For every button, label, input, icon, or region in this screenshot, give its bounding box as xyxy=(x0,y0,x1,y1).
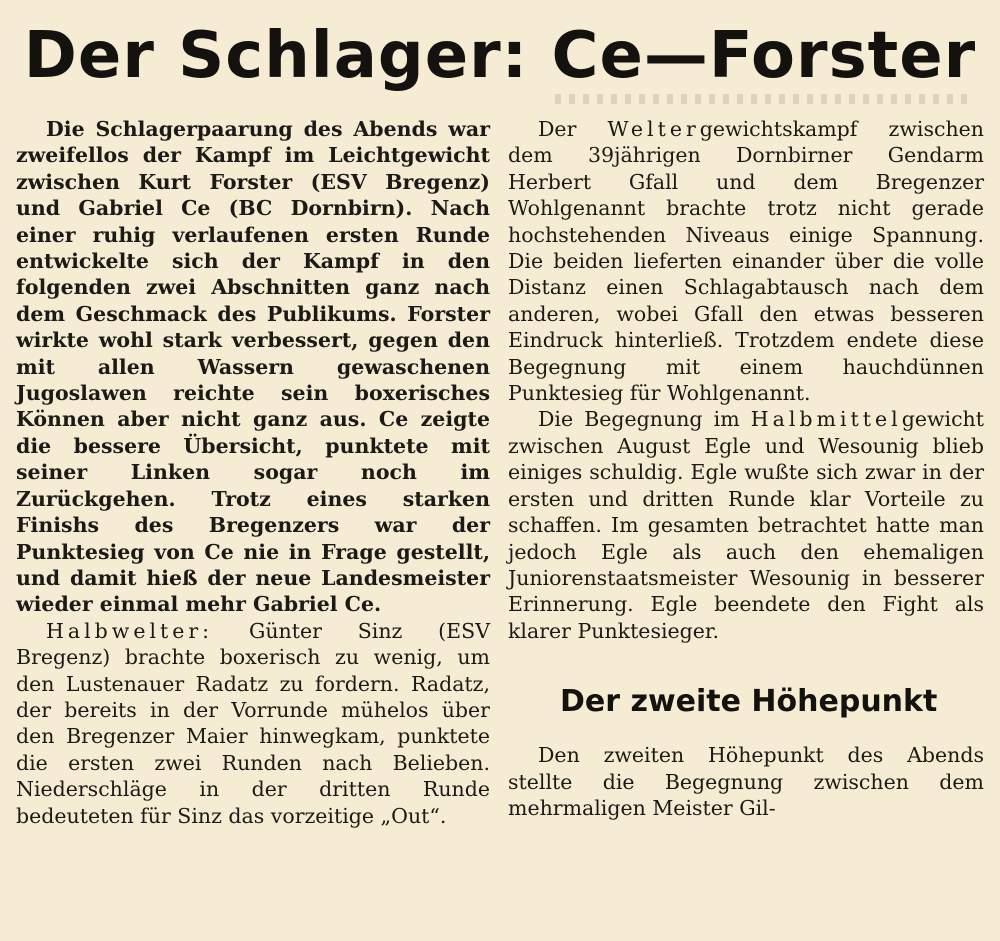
right-paragraph-2 xyxy=(508,406,984,644)
left-paragraph-1: Die Schlagerpaarung des Abends war zweifellos der Kampf im Leichtgewicht zwischen Kurt Forster (ESV Bregenz) und Gabriel Ce (BC Dornbirn). Nach einer ruhig verlaufenen ersten Runde entwickelte sich der Kampf in den folgenden zwei Abschnitten ganz nach dem Geschmack des Publikums. Forster wirkte wohl stark verbessert, gegen den mit allen Wassern gewaschenen Jugoslawen reichte sein boxerisches Können aber nicht ganz aus. Ce zeigte die bessere Übersicht, punktete mit seiner Linken sogar noch im Zurückgehen. Trotz eines starken Finishs des Bregenzers war der Punktesieg von Ce nie in Frage gestellt, und damit hieß der neue Landesmeister wieder einmal mehr Gabriel Ce. xyxy=(16,117,490,617)
print-smudge xyxy=(555,94,975,104)
right-column xyxy=(508,116,984,821)
subheading: Der zweite Höhepunkt xyxy=(560,684,938,720)
left-paragraph-2-text: Günter Sinz (ESV Bregenz) brachte boxerisch zu wenig, um den Lustenauer Radatz zu fordern. Radatz, der bereits in der Vorrunde mühelos über den Bregenzer Maier hinwegkam, punktete die ersten zwei Runden nach Belieben. Niederschläge in der dritten Runde bedeuteten für Sinz das vorzeitige „Out“. xyxy=(16,618,490,828)
weight-class-halbmittel: Halbmittel xyxy=(750,407,902,432)
right-paragraph-2-lead: Die Begegnung im xyxy=(538,407,751,432)
right-paragraph-1 xyxy=(508,116,984,406)
left-paragraph-2 xyxy=(16,618,490,829)
weight-class-label: Halbwelter: xyxy=(46,618,214,643)
right-paragraph-1-lead: Der xyxy=(538,117,608,141)
right-paragraph-2-text: gewicht zwischen August Egle und Wesounig blieb einiges schuldig. Egle wußte sich zwar in der ersten und dritten Runde klar Vorteile zu schaffen. Im gesamten betrachtet hatte man jedoch Egle als auch den ehemaligen Juniorenstaatsmeister Wesounig in besserer Erinnerung. Egle beendete den Fight als klarer Punktesieger. xyxy=(508,407,984,643)
right-paragraph-1-text: gewichtskampf zwischen dem 39jährigen Dornbirner Gendarm Herbert Gfall und dem Bregenzer Wohlgenannt brachte trotz nicht gerade hochstehenden Niveaus einige Spannung. Die beiden lieferten einander über die volle Distanz einen Schlagabtausch nach dem anderen, wobei Gfall den etwas besseren Eindruck hinterließ. Trotzdem endete diese Begegnung mit einem hauchdünnen Punktesieg für Wohlgenannt. xyxy=(508,117,984,406)
headline: Der Schlager: Ce—Forster xyxy=(23,19,977,93)
left-column xyxy=(16,116,490,829)
weight-class-welter: Welter xyxy=(607,117,700,141)
right-paragraph-3: Den zweiten Höhepunkt des Abends stellte die Begegnung zwischen dem mehrmaligen Meister Gil- xyxy=(508,743,984,820)
